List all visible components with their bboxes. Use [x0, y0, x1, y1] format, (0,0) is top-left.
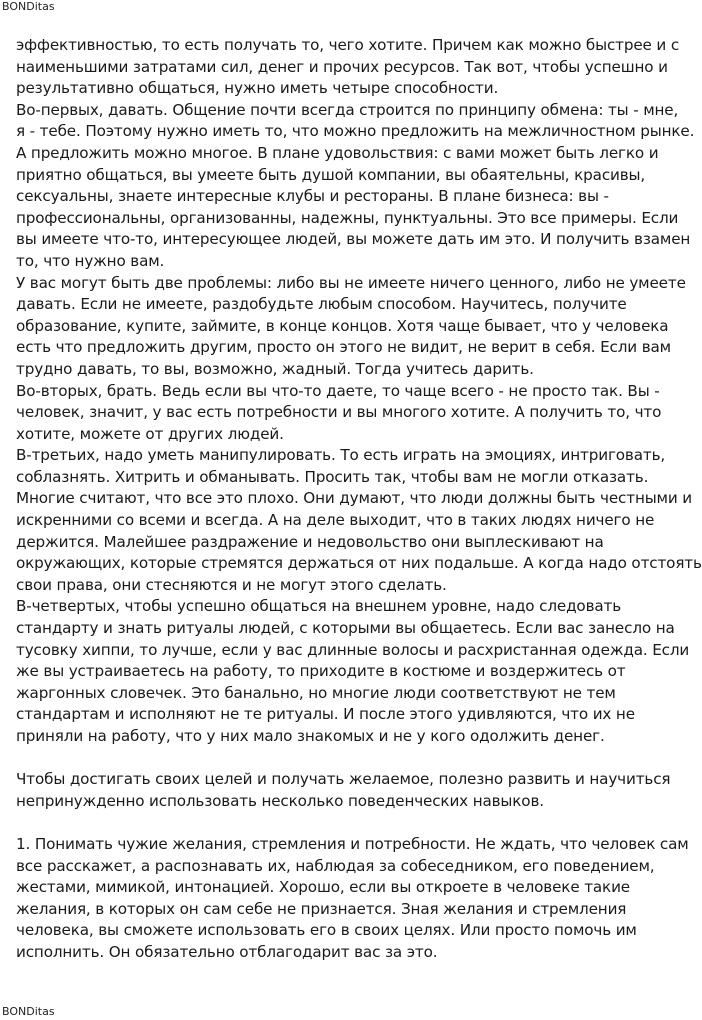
text-line: 1. Понимать чужие желания, стремления и потребности. Не ждать, что человек сам [16, 834, 689, 853]
text-line: свои права, они стесняются и не могут этого сделать. [16, 575, 447, 594]
document-body [16, 35, 702, 964]
text-line: приняли на работу, что у них мало знакомых и не у кого одолжить денег. [16, 727, 605, 745]
text-line: эффективностью, то есть получать то, чего хотите. Причем как можно быстрее и с [16, 36, 680, 54]
text-line: Во-первых, давать. Общение почти всегда строится по принципу обмена: ты - мне, [16, 100, 679, 119]
text-line: образование, купите, займите, в конце концов. Хотя чаще бывает, что у человека [16, 316, 669, 335]
text-line: исполнить. Он обязательно отблагодарит вас за это. [16, 942, 438, 961]
text-line: В-четвертых, чтобы успешно общаться на внешнем уровне, надо следовать [16, 597, 622, 616]
text-line: жестами, мимикой, интонацией. Хорошо, если вы откроете в человеке такие [16, 878, 630, 897]
text-line: тусовку хиппи, то лучше, если у вас длинные волосы и расхристанная одежда. Если [16, 640, 690, 659]
watermark-top: BONDitas [2, 0, 55, 13]
text-line: искренними со всеми и всегда. А на деле выходит, что в таких людях ничего не [16, 511, 655, 530]
text-line: жаргонных словечек. Это банально, но многие люди соответствуют не тем [16, 683, 616, 702]
text-line: Чтобы достигать своих целей и получать желаемое, полезно развить и научиться [16, 770, 671, 789]
text-line: то, что нужно вам. [16, 251, 165, 270]
text-line: Во-вторых, брать. Ведь если вы что-то даете, то чаще всего - не просто так. Вы - [16, 381, 660, 400]
text-line: человек, значит, у вас есть потребности и вы многого хотите. А получить то, что [16, 403, 662, 422]
text-line: я - тебе. Поэтому нужно иметь то, что можно предложить на межличностном рынке. [16, 122, 695, 141]
text-line: человека, вы сможете использовать его в своих целях. Или просто помочь им [16, 921, 637, 940]
text-line: приятно общаться, вы умеете быть душой компании, вы обаятельны, красивы, [16, 165, 646, 184]
text-line: трудно давать, то вы, возможно, жадный. Тогда учитесь дарить. [16, 359, 534, 378]
text-line: сексуальны, знаете интересные клубы и рестораны. В плане бизнеса: вы - [16, 187, 609, 206]
watermark-bottom: BONDitas [2, 1005, 55, 1018]
text-line: результативно общаться, нужно иметь четыре способности. [16, 79, 499, 98]
text-line: соблазнять. Хитрить и обманывать. Просить так, чтобы вам не могли отказать. [16, 467, 649, 486]
paragraph-gap [16, 748, 616, 770]
text-line: У вас могут быть две проблемы: либо вы не имеете ничего ценного, либо не умеете [16, 273, 686, 292]
text-line: давать. Если не имеете, раздобудьте любым способом. Научитесь, получите [16, 295, 627, 314]
paragraph-gap [16, 812, 616, 834]
text-line: все расскажет, а распознавать их, наблюдая за собеседником, его поведением, [16, 856, 655, 875]
text-line: окружающих, которые стремятся держаться от них подальше. А когда надо отстоять [16, 554, 702, 573]
text-line: держится. Малейшее раздражение и недовольство они выплескивают на [16, 532, 604, 551]
text-line: стандартам и исполняют не те ритуалы. И после этого удивляются, что их не [16, 705, 635, 724]
text-line: профессиональны, организованны, надежны, пунктуальны. Это все примеры. Если [16, 208, 679, 227]
text-line: есть что предложить другим, просто он этого не видит, не верит в себя. Если вам [16, 338, 671, 357]
text-line: непринужденно использовать несколько поведенческих навыков. [16, 791, 544, 810]
text-line: стандарту и знать ритуалы людей, с которыми вы общаетесь. Если вас занесло на [16, 619, 675, 638]
text-line: же вы устраиваетесь на работу, то приходите в костюме и воздержитесь от [16, 662, 626, 681]
text-line: В-третьих, надо уметь манипулировать. То есть играть на эмоциях, интриговать, [16, 446, 666, 465]
text-line: А предложить можно многое. В плане удовольствия: с вами может быть легко и [16, 143, 659, 162]
text-line: наименьшими затратами сил, денег и прочих ресурсов. Так вот, чтобы успешно и [16, 57, 668, 76]
text-line: хотите, можете от других людей. [16, 424, 284, 443]
text-line: желания, в которых он сам себе не признается. Зная желания и стремления [16, 899, 627, 918]
text-line: вы имеете что-то, интересующее людей, вы можете дать им это. И получить взамен [16, 230, 691, 249]
text-line: Многие считают, что все это плохо. Они думают, что люди должны быть честными и [16, 489, 692, 508]
